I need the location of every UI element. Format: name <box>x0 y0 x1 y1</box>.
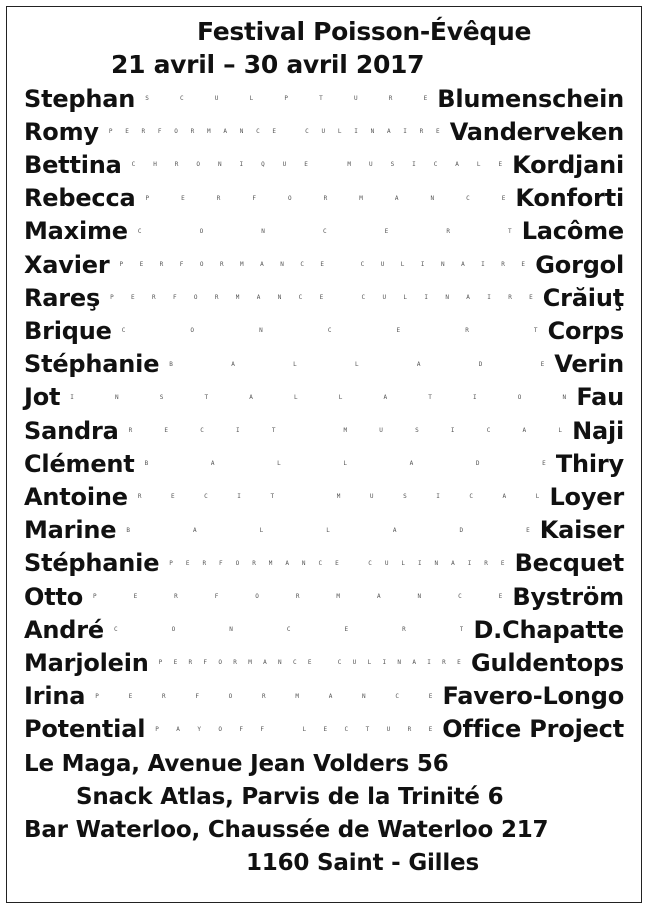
artist-genre: I N S T A L L A T I O N <box>70 393 567 401</box>
artist-first-name: Rebecca <box>24 184 136 213</box>
artist-last-name: Verin <box>554 350 624 379</box>
artist-first-name: Rareş <box>24 283 101 312</box>
artist-row <box>24 680 624 713</box>
artist-row <box>24 348 624 381</box>
artist-genre: C O N C E R T <box>121 327 538 335</box>
artist-first-name: Stéphanie <box>24 549 160 578</box>
festival-poster <box>6 6 642 903</box>
artist-first-name: Maxime <box>24 217 128 246</box>
venue-snack-atlas: Snack Atlas, Parvis de la Trinité 6 <box>76 784 504 810</box>
artist-genre: B A L L A D E <box>169 360 545 368</box>
artist-row <box>24 115 624 148</box>
artist-last-name: Loyer <box>549 482 624 511</box>
artist-last-name: Becquet <box>514 549 624 578</box>
artist-last-name: Office Project <box>442 715 624 744</box>
venue-postal-city: 1160 Saint - Gilles <box>246 850 479 876</box>
artist-genre: P E R F O R M A N C E <box>95 692 433 700</box>
artist-last-name: Vanderveken <box>449 117 624 146</box>
artist-genre: P E R F O R M A N C E C U L I N A I R E <box>169 559 505 567</box>
artist-first-name: Potential <box>24 715 146 744</box>
artist-row <box>24 414 624 447</box>
artist-row <box>24 580 624 613</box>
artist-row <box>24 381 624 414</box>
artist-last-name: Blumenschein <box>437 84 624 113</box>
artist-first-name: Stéphanie <box>24 350 160 379</box>
artist-first-name: Xavier <box>24 250 110 279</box>
artist-first-name: Irina <box>24 682 86 711</box>
artist-row <box>24 514 624 547</box>
artist-last-name: Thiry <box>555 449 624 478</box>
artist-last-name: Lacôme <box>521 217 624 246</box>
artist-last-name: Gorgol <box>535 250 624 279</box>
artist-row <box>24 713 624 746</box>
artist-last-name: D.Chapatte <box>473 615 624 644</box>
artist-row <box>24 613 624 646</box>
artist-last-name: Guldentops <box>471 648 624 677</box>
artist-genre: C O N C E R T <box>113 626 464 634</box>
artist-row <box>24 646 624 679</box>
artist-row <box>24 314 624 347</box>
festival-title: Festival Poisson-Évêque <box>197 17 532 46</box>
artist-genre: B A L L A D E <box>126 526 530 534</box>
artist-row <box>24 148 624 181</box>
artist-genre: B A L L A D E <box>144 460 546 468</box>
artist-genre: P E R F O R M A N C E <box>93 593 503 600</box>
artist-genre: S C U L P T U R E <box>145 95 428 102</box>
artist-row <box>24 480 624 513</box>
artist-first-name: Romy <box>24 117 99 146</box>
artist-first-name: Clément <box>24 449 135 478</box>
artist-last-name: Naji <box>572 416 624 445</box>
artist-last-name: Kordjani <box>512 150 624 179</box>
artist-first-name: Marjolein <box>24 648 149 677</box>
artist-last-name: Corps <box>547 316 624 345</box>
artist-genre: P E R F O R M A N C E <box>145 194 506 202</box>
artist-first-name: Antoine <box>24 482 128 511</box>
artist-genre: C H R O N I Q U E M U S I C A L E <box>131 161 503 169</box>
artist-last-name: Fau <box>576 383 624 412</box>
artist-row <box>24 82 624 115</box>
artist-first-name: André <box>24 615 104 644</box>
artist-genre: R É C I T M U S I C A L <box>128 427 562 434</box>
artist-last-name: Konforti <box>515 184 624 213</box>
artist-row <box>24 547 624 580</box>
artist-genre: P E R F O R M A N C E C U L I N A I R E <box>108 128 440 136</box>
artist-first-name: Otto <box>24 582 84 611</box>
venue-le-maga: Le Maga, Avenue Jean Volders 56 <box>24 751 449 777</box>
artist-first-name: Jot <box>24 383 61 412</box>
artist-first-name: Marine <box>24 516 117 545</box>
artist-last-name: Kaiser <box>539 516 624 545</box>
artist-genre: P A Y O F F L E C T U R E <box>155 725 433 733</box>
artist-row <box>24 248 624 281</box>
artist-last-name: Favero-Longo <box>442 682 624 711</box>
artist-genre: P E R F O R M A N C E C U L I N A I R E <box>119 261 525 268</box>
artist-genre: P E R F O R M A N C E C U L I N A I R E <box>110 294 533 302</box>
venue-bar-waterloo: Bar Waterloo, Chaussée de Waterloo 217 <box>24 817 549 843</box>
artist-row <box>24 215 624 248</box>
artist-row <box>24 182 624 215</box>
festival-dates: 21 avril – 30 avril 2017 <box>111 50 425 79</box>
artist-genre: R É C I T M U S I C A L <box>137 493 540 501</box>
artist-genre: C O N C E R T <box>137 227 512 235</box>
artist-first-name: Stephan <box>24 84 136 113</box>
artist-last-name: Crăiuţ <box>542 283 624 312</box>
artist-genre: P E R F O R M A N C E C U L I N A I R E <box>158 659 461 667</box>
artist-row <box>24 447 624 480</box>
artist-first-name: Sandra <box>24 416 119 445</box>
artist-first-name: Brique <box>24 316 112 345</box>
artist-first-name: Bettina <box>24 150 122 179</box>
artist-last-name: Byström <box>512 582 624 611</box>
artist-row <box>24 281 624 314</box>
